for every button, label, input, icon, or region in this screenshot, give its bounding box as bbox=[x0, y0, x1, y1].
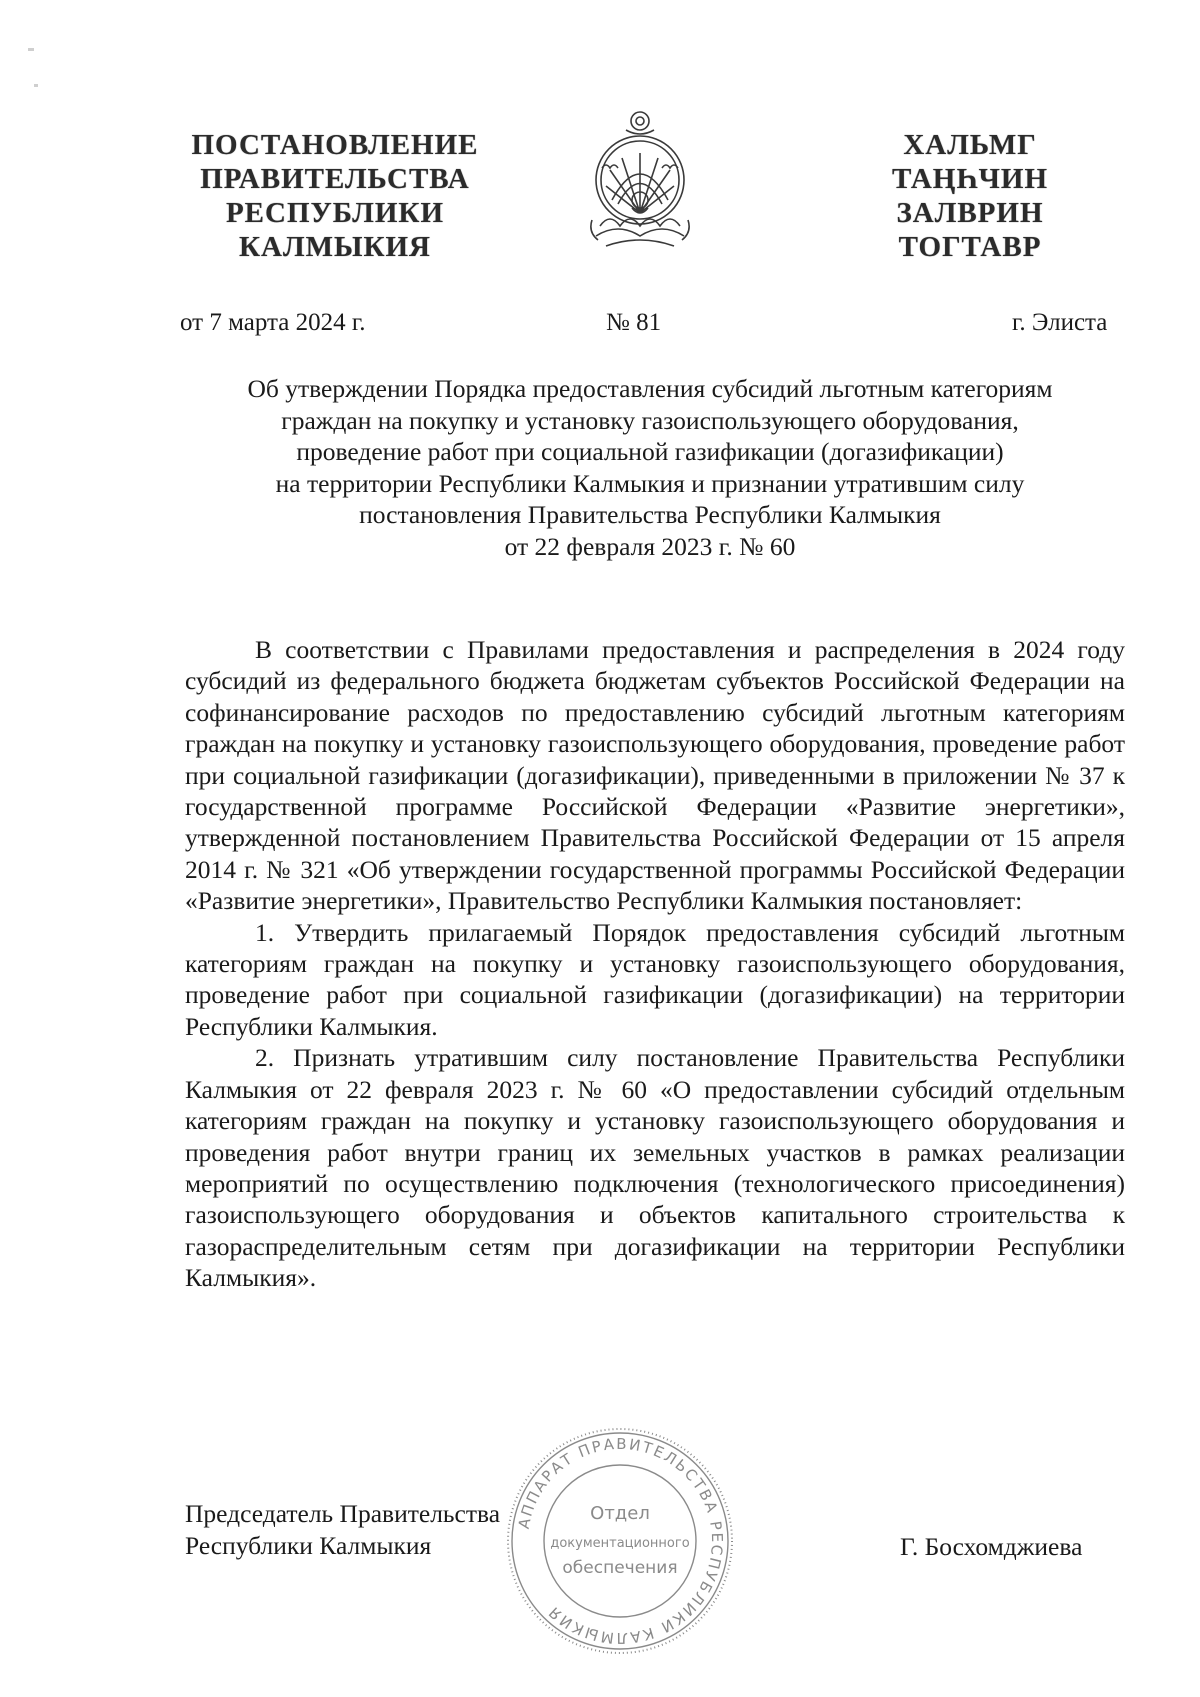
title-line: Об утверждении Порядка предоставления субсидий льготным категориям bbox=[247, 374, 1053, 403]
signatory-position-line: Республики Калмыкия bbox=[185, 1530, 432, 1560]
stamp-inner-line: обеспечения bbox=[562, 1558, 678, 1578]
title-line: проведение работ при социальной газификации (догазификации) bbox=[296, 437, 1004, 466]
scan-speck bbox=[28, 48, 34, 51]
stamp-inner-line: Отдел bbox=[590, 1503, 650, 1524]
preamble-paragraph: В соответствии с Правилами предоставления и распределения в 2024 году субсидий из федерального бюджета бюджетам субъектов Российской Федерации на софинансирование расходов по предоставлению субсидий льготным категориям граждан на покупку и установку газоиспользующего оборудования, проведение работ при социальной газификации (догазификации), приведенными в приложении № 37 к государственной программе Российской Федерации «Развитие энергетики», утвержденной постановлением Правительства Российской Федерации от 15 апреля 2014 г. № 321 «Об утверждении государственной программы Российской Федерации «Развитие энергетики», Правительство Республики Калмыкия постановляет: bbox=[185, 635, 1125, 916]
official-stamp bbox=[502, 1423, 738, 1659]
kalmykia-coat-of-arms-icon bbox=[582, 108, 698, 258]
signatory-position bbox=[185, 1498, 500, 1561]
signatory-name: Г. Босхомджиева bbox=[900, 1532, 1083, 1561]
title-line: на территории Республики Калмыкия и признании утратившим силу bbox=[275, 468, 1025, 498]
document-number: № 81 bbox=[606, 309, 662, 336]
header-title-kalmyk bbox=[870, 128, 1070, 264]
document-city: г. Элиста bbox=[1012, 309, 1108, 336]
header-right-line: ТОГТАВР bbox=[898, 231, 1042, 263]
title-line: граждан на покупку и установку газоиспользующего оборудования, bbox=[281, 405, 1019, 435]
header-left-line: ПОСТАНОВЛЕНИЕ bbox=[191, 129, 479, 161]
header-right-line: ТАҢҺЧИН bbox=[891, 163, 1049, 195]
header-right-line: ЗАЛВРИН bbox=[896, 197, 1044, 229]
header-left-line: РЕСПУБЛИКИ bbox=[225, 197, 445, 229]
document-date: от 7 марта 2024 г. bbox=[180, 309, 366, 336]
signatory-position-line: Председатель Правительства bbox=[185, 1499, 501, 1528]
header-left-line: КАЛМЫКИЯ bbox=[239, 231, 431, 263]
title-line: от 22 февраля 2023 г. № 60 bbox=[504, 531, 796, 561]
stamp-inner-line: документационного bbox=[550, 1536, 690, 1551]
stamp-outer-text: АППАРАТ ПРАВИТЕЛЬСТВА РЕСПУБЛИКИ КАЛМЫКИЯ bbox=[514, 1434, 727, 1648]
header-left-line: ПРАВИТЕЛЬСТВА bbox=[200, 163, 470, 195]
item-2-paragraph: 2. Признать утратившим силу постановление Правительства Республики Калмыкия от 22 февраля 2023 г. № 60 «О предоставлении субсидий отдельным категориям граждан на покупку и установку газоиспользующего оборудования и проведения работ внутри границ их земельных участков в рамках реализации мероприятий по осуществлению подключения (технологического присоединения) газоиспользующего оборудования и объектов капитального строительства к газораспределительным сетям при догазификации на территории Республики Калмыкия». bbox=[185, 1043, 1125, 1293]
header-right-line: ХАЛЬМГ bbox=[903, 129, 1037, 161]
document-body bbox=[185, 634, 1125, 1294]
header-title-russian bbox=[190, 128, 480, 264]
document-title bbox=[180, 373, 1120, 562]
title-line: постановления Правительства Республики Калмыкия bbox=[359, 500, 941, 529]
scan-speck bbox=[34, 84, 38, 87]
item-1-paragraph: 1. Утвердить прилагаемый Порядок предоставления субсидий льготным категориям граждан на покупку и установку газоиспользующего оборудования, проведение работ при социальной газификации (догазификации) на территории Республики Калмыкия. bbox=[185, 917, 1125, 1041]
